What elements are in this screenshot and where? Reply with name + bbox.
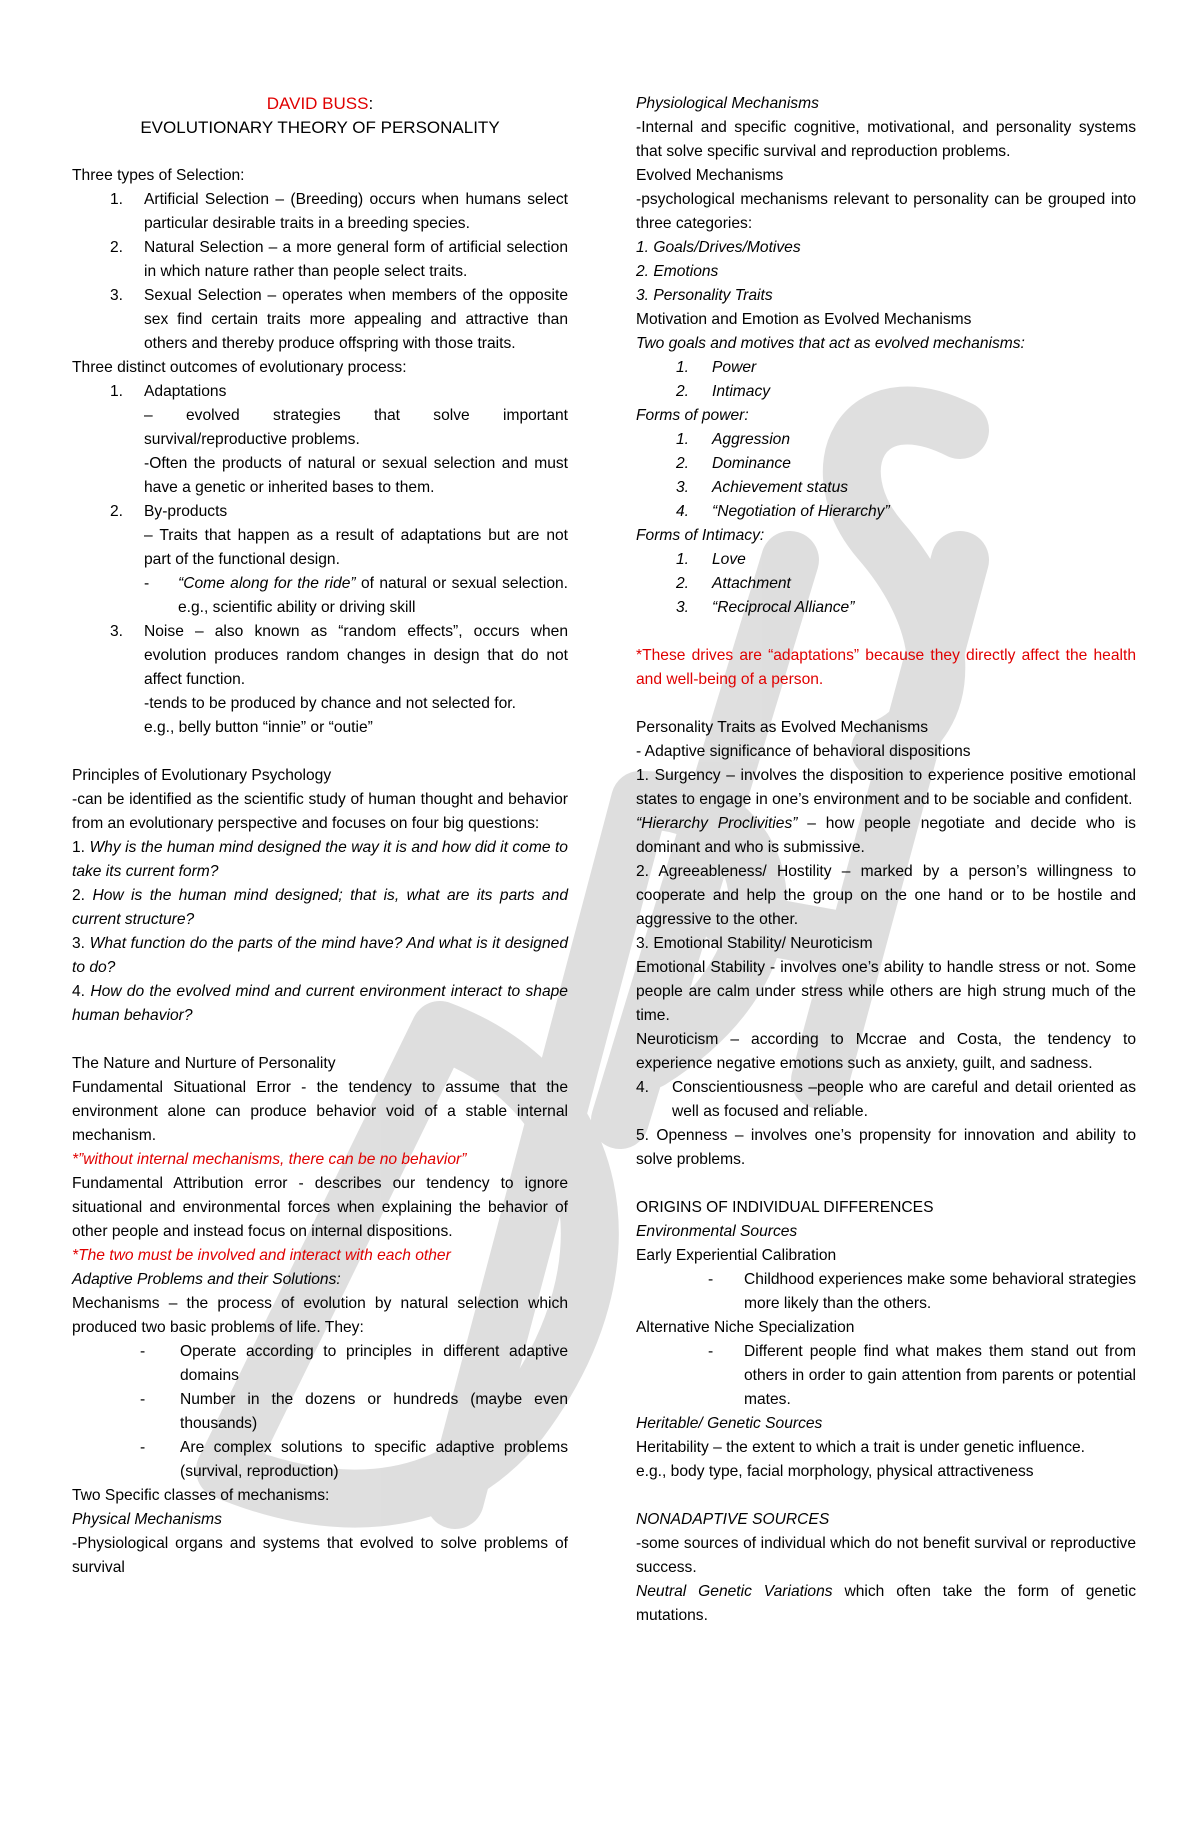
paragraph: Neuroticism – according to Mccrae and Costa, the tendency to experience negative emotions such as anxiety, guilt, and sadness.	[636, 1031, 1136, 1072]
list-item: 1. Love	[676, 551, 746, 568]
note: *The two must be involved and interact with each other	[72, 1247, 451, 1264]
list-item: - Number in the dozens or hundreds (maybe even thousands)	[140, 1391, 568, 1432]
list-item: 2. Attachment	[676, 575, 791, 592]
list-item: 2. Natural Selection – a more general form of artificial selection in which nature rather than people select traits.	[110, 239, 568, 280]
subheading: Physical Mechanisms	[72, 1511, 222, 1528]
right-column	[636, 92, 1136, 1628]
subheading: 3. Emotional Stability/ Neuroticism	[636, 935, 873, 952]
paragraph: -psychological mechanisms relevant to personality can be grouped into three categories:	[636, 191, 1136, 232]
note: *These drives are “adaptations” because they directly affect the health and well-being of a person.	[636, 647, 1136, 688]
list-item: - “Come along for the ride” of natural or sexual selection. e.g., scientific ability or driving skill	[144, 575, 568, 616]
paragraph: -Internal and specific cognitive, motivational, and personality systems that solve specific survival and reproduction problems.	[636, 119, 1136, 160]
paragraph: – evolved strategies that solve important survival/reproductive problems.	[144, 407, 568, 448]
paragraph: 1. Surgency – involves the disposition to experience positive emotional states to engage in one’s environment and to be sociable and confident.	[636, 767, 1136, 808]
document-subtitle: EVOLUTIONARY THEORY OF PERSONALITY	[140, 118, 500, 137]
subheading: Forms of Intimacy:	[636, 527, 765, 544]
section-heading: NONADAPTIVE SOURCES	[636, 1511, 830, 1528]
list-item: 3. Noise – also known as “random effects”, occurs when evolution produces random changes in design that do not affect function.	[110, 623, 568, 688]
document-title: DAVID BUSS:	[266, 94, 374, 113]
list-item: 3. Achievement status	[676, 479, 849, 496]
subheading: Alternative Niche Specialization	[636, 1319, 855, 1336]
outcomes-heading: Three distinct outcomes of evolutionary process:	[72, 359, 407, 376]
paragraph: -Physiological organs and systems that evolved to solve problems of survival	[72, 1535, 568, 1576]
list-item: - Childhood experiences make some behavioral strategies more likely than the others.	[708, 1271, 1136, 1312]
subheading: Environmental Sources	[636, 1223, 798, 1240]
subheading: Heritable/ Genetic Sources	[636, 1415, 823, 1432]
selection-heading: Three types of Selection:	[72, 167, 245, 184]
list-item: 1. Adaptations	[110, 383, 227, 400]
paragraph: -tends to be produced by chance and not selected for.	[144, 695, 516, 712]
list-item: 2. Intimacy	[676, 383, 771, 400]
subheading: Motivation and Emotion as Evolved Mechanisms	[636, 311, 972, 328]
paragraph: e.g., body type, facial morphology, physical attractiveness	[636, 1463, 1034, 1480]
paragraph: Two Specific classes of mechanisms:	[72, 1487, 330, 1504]
section-heading: The Nature and Nurture of Personality	[72, 1055, 336, 1072]
question: 4. How do the evolved mind and current environment interact to shape human behavior?	[72, 983, 568, 1024]
paragraph: Emotional Stability - involves one’s ability to handle stress or not. Some people are calm under stress while others are high strung much of the time.	[636, 959, 1136, 1024]
category: 1. Goals/Drives/Motives	[636, 239, 801, 256]
list-item: 1. Aggression	[676, 431, 791, 448]
list-item: 1. Artificial Selection – (Breeding) occurs when humans select particular desirable traits in a breeding species.	[110, 191, 568, 232]
list-item: 3. Sexual Selection – operates when members of the opposite sex find certain traits more appealing and attractive than others and thereby produce offspring with those traits.	[110, 287, 568, 352]
subheading: Forms of power:	[636, 407, 749, 424]
section-heading: Principles of Evolutionary Psychology	[72, 767, 332, 784]
list-item: 2. Dominance	[676, 455, 791, 472]
category: 3. Personality Traits	[636, 287, 773, 304]
left-column	[72, 92, 568, 1580]
list-item: 4. Conscientiousness –people who are careful and detail oriented as well as focused and reliable.	[636, 1079, 1136, 1120]
question: 3. What function do the parts of the mind have? And what is it designed to do?	[72, 935, 568, 976]
paragraph: 2. Agreeableness/ Hostility – marked by a person’s willingness to cooperate and help the group on the one hand or to be hostile and aggressive to the other.	[636, 863, 1136, 928]
paragraph: Fundamental Situational Error - the tendency to assume that the environment alone can produce behavior void of a stable internal mechanism.	[72, 1079, 568, 1144]
paragraph: “Hierarchy Proclivities” – how people negotiate and decide who is dominant and who is submissive.	[636, 815, 1136, 856]
question: 2. How is the human mind designed; that is, what are its parts and current structure?	[72, 887, 568, 928]
paragraph: Neutral Genetic Variations which often take the form of genetic mutations.	[636, 1583, 1136, 1624]
paragraph: Mechanisms – the process of evolution by natural selection which produced two basic problems of life. They:	[72, 1295, 568, 1336]
section-heading: ORIGINS OF INDIVIDUAL DIFFERENCES	[636, 1199, 934, 1216]
paragraph: 5. Openness – involves one’s propensity for innovation and ability to solve problems.	[636, 1127, 1136, 1168]
list-item: - Different people find what makes them stand out from others in order to gain attention from parents or potential mates.	[708, 1343, 1136, 1408]
paragraph: Heritability – the extent to which a trait is under genetic influence.	[636, 1439, 1085, 1456]
list-item: 1. Power	[676, 359, 757, 376]
paragraph: -Often the products of natural or sexual selection and must have a genetic or inherited bases to them.	[144, 455, 568, 496]
paragraph: -some sources of individual which do not benefit survival or reproductive success.	[636, 1535, 1136, 1576]
note: *”without internal mechanisms, there can be no behavior”	[72, 1151, 467, 1168]
list-item: - Operate according to principles in different adaptive domains	[140, 1343, 568, 1384]
list-item: 2. By-products	[110, 503, 228, 520]
subheading: Early Experiential Calibration	[636, 1247, 837, 1264]
section-heading: Personality Traits as Evolved Mechanisms	[636, 719, 929, 736]
paragraph: – Traits that happen as a result of adaptations but are not part of the functional design.	[144, 527, 568, 568]
paragraph: e.g., belly button “innie” or “outie”	[144, 719, 373, 736]
subheading: Physiological Mechanisms	[636, 95, 819, 112]
list-item: 3. “Reciprocal Alliance”	[676, 599, 855, 616]
question: 1. Why is the human mind designed the way it is and how did it come to take its current form?	[72, 839, 568, 880]
category: 2. Emotions	[636, 263, 719, 280]
subheading: Adaptive Problems and their Solutions:	[72, 1271, 341, 1288]
list-item: - Are complex solutions to specific adaptive problems (survival, reproduction)	[140, 1439, 568, 1480]
paragraph: -can be identified as the scientific study of human thought and behavior from an evolutionary perspective and focuses on four big questions:	[72, 791, 568, 832]
paragraph: - Adaptive significance of behavioral dispositions	[636, 743, 971, 760]
list-item: 4. “Negotiation of Hierarchy”	[676, 503, 890, 520]
subheading: Two goals and motives that act as evolved mechanisms:	[636, 335, 1025, 352]
paragraph: Fundamental Attribution error - describes our tendency to ignore situational and environmental forces when explaining the behavior of other people and instead focus on internal dispositions.	[72, 1175, 568, 1240]
subheading: Evolved Mechanisms	[636, 167, 784, 184]
